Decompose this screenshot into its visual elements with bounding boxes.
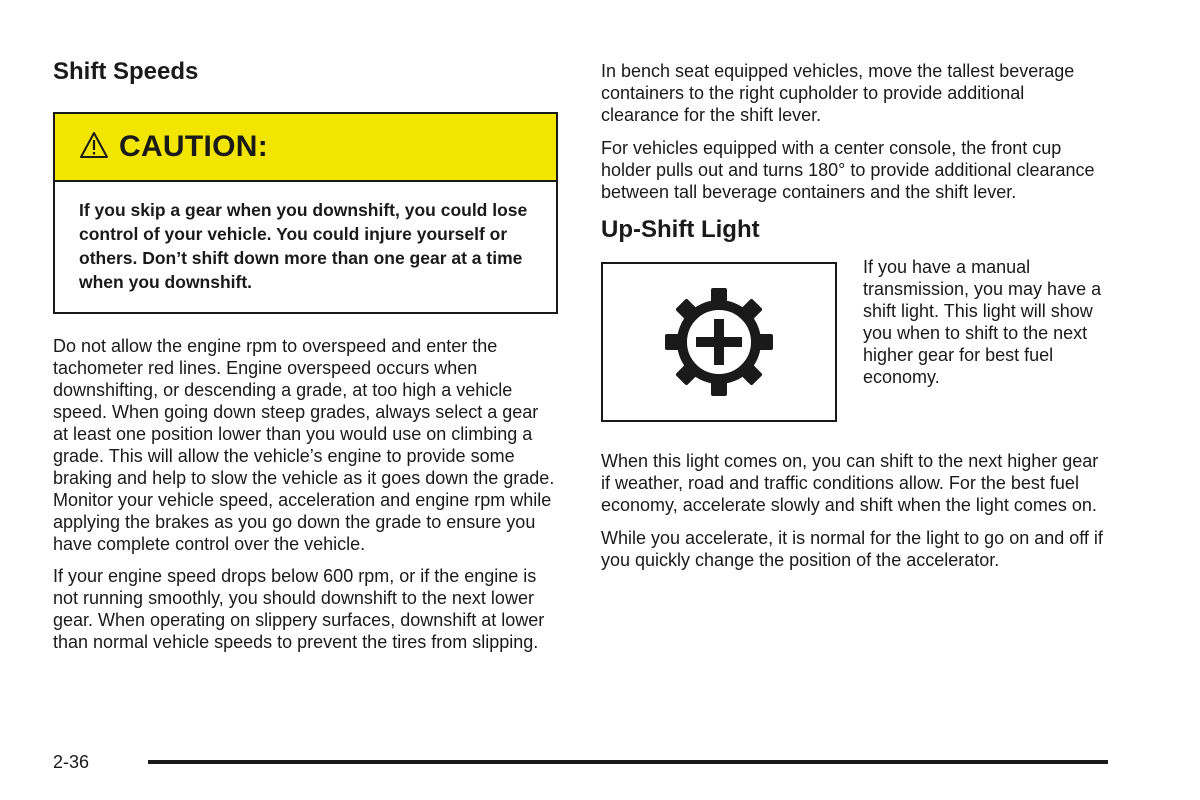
caution-header [55, 114, 556, 182]
page-footer [53, 750, 1108, 774]
paragraph-overspeed: Do not allow the engine rpm to overspeed and enter the tachometer red lines. Engine overspeed occurs when downshifting, or descending a grade, at too high a vehicle speed. When going down steep grades, always select a gear at least one position lower than you would use on climbing a grade. This will allow the vehicle’s engine to provide some braking and help to slow the vehicle as it goes down the grade. Monitor your vehicle speed, acceleration and engine rpm while applying the brakes as you go down the grade to ensure you have complete control over the vehicle. [53, 336, 555, 554]
paragraph-center-console: For vehicles equipped with a center console, the front cup holder pulls out and turns 180° to provide additional clearance between tall beverage containers and the shift lever. [601, 138, 1095, 202]
paragraph-low-engine-speed: If your engine speed drops below 600 rpm, or if the engine is not running smoothly, you should downshift to the next lower gear. When operating on slippery surfaces, downshift at lower than normal vehicle speeds to prevent the tires from slipping. [53, 566, 545, 652]
page-number: 2-36 [53, 751, 90, 772]
caution-title: CAUTION: [119, 130, 269, 163]
paragraph-bench-seat: In bench seat equipped vehicles, move the tallest beverage containers to the right cupholder to provide additional clearance for the shift lever. [601, 61, 1075, 125]
paragraph-light-flicker: While you accelerate, it is normal for the light to go on and off if you quickly change the position of the accelerator. [601, 528, 1103, 570]
right-column [601, 60, 1106, 571]
caution-text: If you skip a gear when you downshift, you could lose control of your vehicle. You could injure yourself or others. Don’t shift down more than one gear at a time when you downshift. [79, 200, 528, 292]
section-heading-shift-speeds: Shift Speeds [53, 58, 199, 85]
shift-light-symbol-box [601, 262, 837, 422]
section-heading-up-shift-light: Up-Shift Light [601, 216, 760, 243]
warning-triangle-icon [79, 131, 109, 159]
footer-rule [148, 760, 1108, 764]
left-column [53, 57, 558, 653]
shift-light-row [601, 257, 1106, 422]
shift-light-description: If you have a manual transmission, you may have a shift light. This light will show you when to shift to the next higher gear for best fuel economy. [863, 257, 1102, 387]
gear-plus-icon [663, 286, 775, 398]
caution-box [53, 112, 558, 314]
paragraph-light-comes-on: When this light comes on, you can shift to the next higher gear if weather, road and traffic conditions allow. For the best fuel economy, accelerate slowly and shift when the light comes on. [601, 451, 1099, 515]
